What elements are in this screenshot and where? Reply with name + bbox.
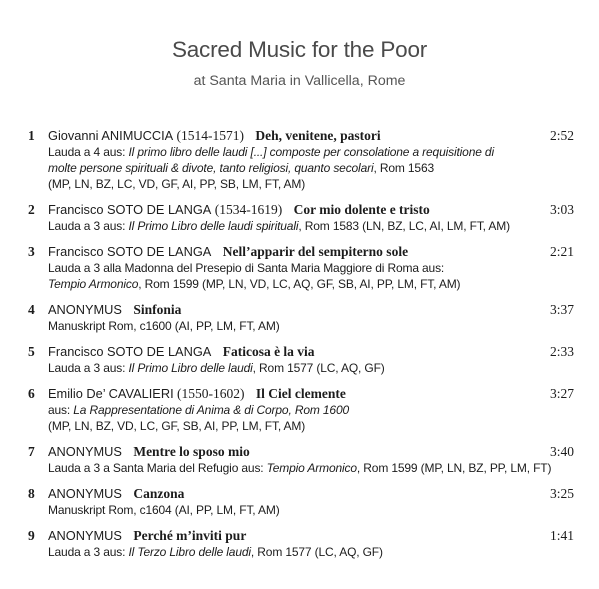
- track-work-title: Sinfonia: [133, 302, 182, 317]
- track-item: [0, 485, 599, 518]
- track-item: [0, 243, 599, 292]
- track-source-line: Lauda a 3 a Santa Maria del Refugio aus: Tempio Armonico, Rom 1599 (MP, LN, BZ, PP, LM, FT): [48, 461, 552, 475]
- track-composer: ANONYMUS: [48, 302, 122, 317]
- track-work-title: Deh, venitene, pastori: [255, 128, 381, 143]
- track-composer: ANONYMUS: [48, 486, 122, 501]
- track-work-title: Mentre lo sposo mio: [133, 444, 250, 459]
- track-item: [0, 443, 599, 476]
- track-number: 8: [28, 486, 35, 501]
- track-composer: Francisco SOTO DE LANGA: [48, 244, 212, 259]
- track-work-title: Cor mio dolente e tristo: [293, 202, 430, 217]
- track-source-line: Manuskript Rom, c1600 (AI, PP, LM, FT, AM): [48, 319, 280, 333]
- track-duration: 2:52: [549, 128, 574, 143]
- track-composer-dates: (1550-1602): [177, 386, 245, 401]
- track-list: [0, 127, 599, 569]
- track-work-title: Nell’apparir del sempiterno sole: [222, 244, 409, 259]
- track-source-line: Lauda a 3 aus: Il Terzo Libro delle laudi, Rom 1577 (LC, AQ, GF): [48, 545, 383, 559]
- track-source-line: molte persone spirituali & divote, tanto religiosi, quanto secolari, Rom 1563: [48, 161, 435, 175]
- track-composer: Giovanni ANIMUCCIA: [48, 128, 174, 143]
- track-number: 3: [28, 244, 35, 259]
- track-source-line: Lauda a 3 aus: Il Primo Libro delle laudi, Rom 1577 (LC, AQ, GF): [48, 361, 385, 375]
- track-source-line: aus: La Rappresentatione di Anima & di Corpo, Rom 1600: [48, 403, 349, 417]
- track-composer: Francisco SOTO DE LANGA: [48, 344, 212, 359]
- track-item: [0, 343, 599, 376]
- track-composer: ANONYMUS: [48, 444, 122, 459]
- track-work-title: Perché m’inviti pur: [133, 528, 247, 543]
- track-composer: ANONYMUS: [48, 528, 122, 543]
- page-subtitle: at Santa Maria in Vallicella, Rome: [193, 73, 406, 89]
- track-duration: 3:03: [549, 202, 574, 217]
- track-item: [0, 201, 599, 234]
- track-source-line: Lauda a 3 aus: Il Primo Libro delle laudi spirituali, Rom 1583 (LN, BZ, LC, AI, LM, FT, AM): [48, 219, 510, 233]
- track-composer-dates: (1514-1571): [176, 128, 245, 143]
- track-work-title: Faticosa è la via: [222, 344, 315, 359]
- track-item: [0, 527, 599, 560]
- track-number: 2: [28, 202, 35, 217]
- track-duration: 2:21: [549, 244, 574, 259]
- track-source-line: Manuskript Rom, c1604 (AI, PP, LM, FT, AM): [48, 503, 280, 517]
- track-number: 5: [28, 344, 35, 359]
- track-duration: 3:37: [549, 302, 574, 317]
- header: [0, 36, 599, 90]
- track-number: 7: [28, 444, 35, 459]
- track-item: [0, 301, 599, 334]
- track-number: 9: [28, 528, 35, 543]
- track-item: [0, 127, 599, 192]
- track-work-title: Il Ciel clemente: [255, 386, 346, 401]
- track-work-title: Canzona: [133, 486, 185, 501]
- track-duration: 3:27: [549, 386, 574, 401]
- track-source-line: Lauda a 4 aus: Il primo libro delle laudi [...] composte per consolatione a requisitione di: [48, 145, 494, 159]
- track-duration: 2:33: [549, 344, 574, 359]
- track-composer-dates: (1534-1619): [214, 202, 283, 217]
- track-source-line: Lauda a 3 alla Madonna del Presepio di Santa Maria Maggiore di Roma aus:: [48, 261, 445, 275]
- track-duration: 3:25: [549, 486, 574, 501]
- page-title: Sacred Music for the Poor: [171, 37, 428, 62]
- track-source-line: Tempio Armonico, Rom 1599 (MP, LN, VD, LC, AQ, GF, SB, AI, PP, LM, FT, AM): [48, 277, 461, 291]
- track-duration: 1:41: [549, 528, 574, 543]
- track-composer: Emilio De’ CAVALIERI: [48, 386, 174, 401]
- track-performers: (MP, LN, BZ, VD, LC, GF, SB, AI, PP, LM, FT, AM): [48, 419, 306, 433]
- track-item: [0, 385, 599, 434]
- track-performers: (MP, LN, BZ, LC, VD, GF, AI, PP, SB, LM, FT, AM): [48, 177, 306, 191]
- track-duration: 3:40: [549, 444, 574, 459]
- track-number: 4: [28, 302, 35, 317]
- track-composer: Francisco SOTO DE LANGA: [48, 202, 212, 217]
- track-number: 1: [28, 128, 35, 143]
- track-number: 6: [28, 386, 35, 401]
